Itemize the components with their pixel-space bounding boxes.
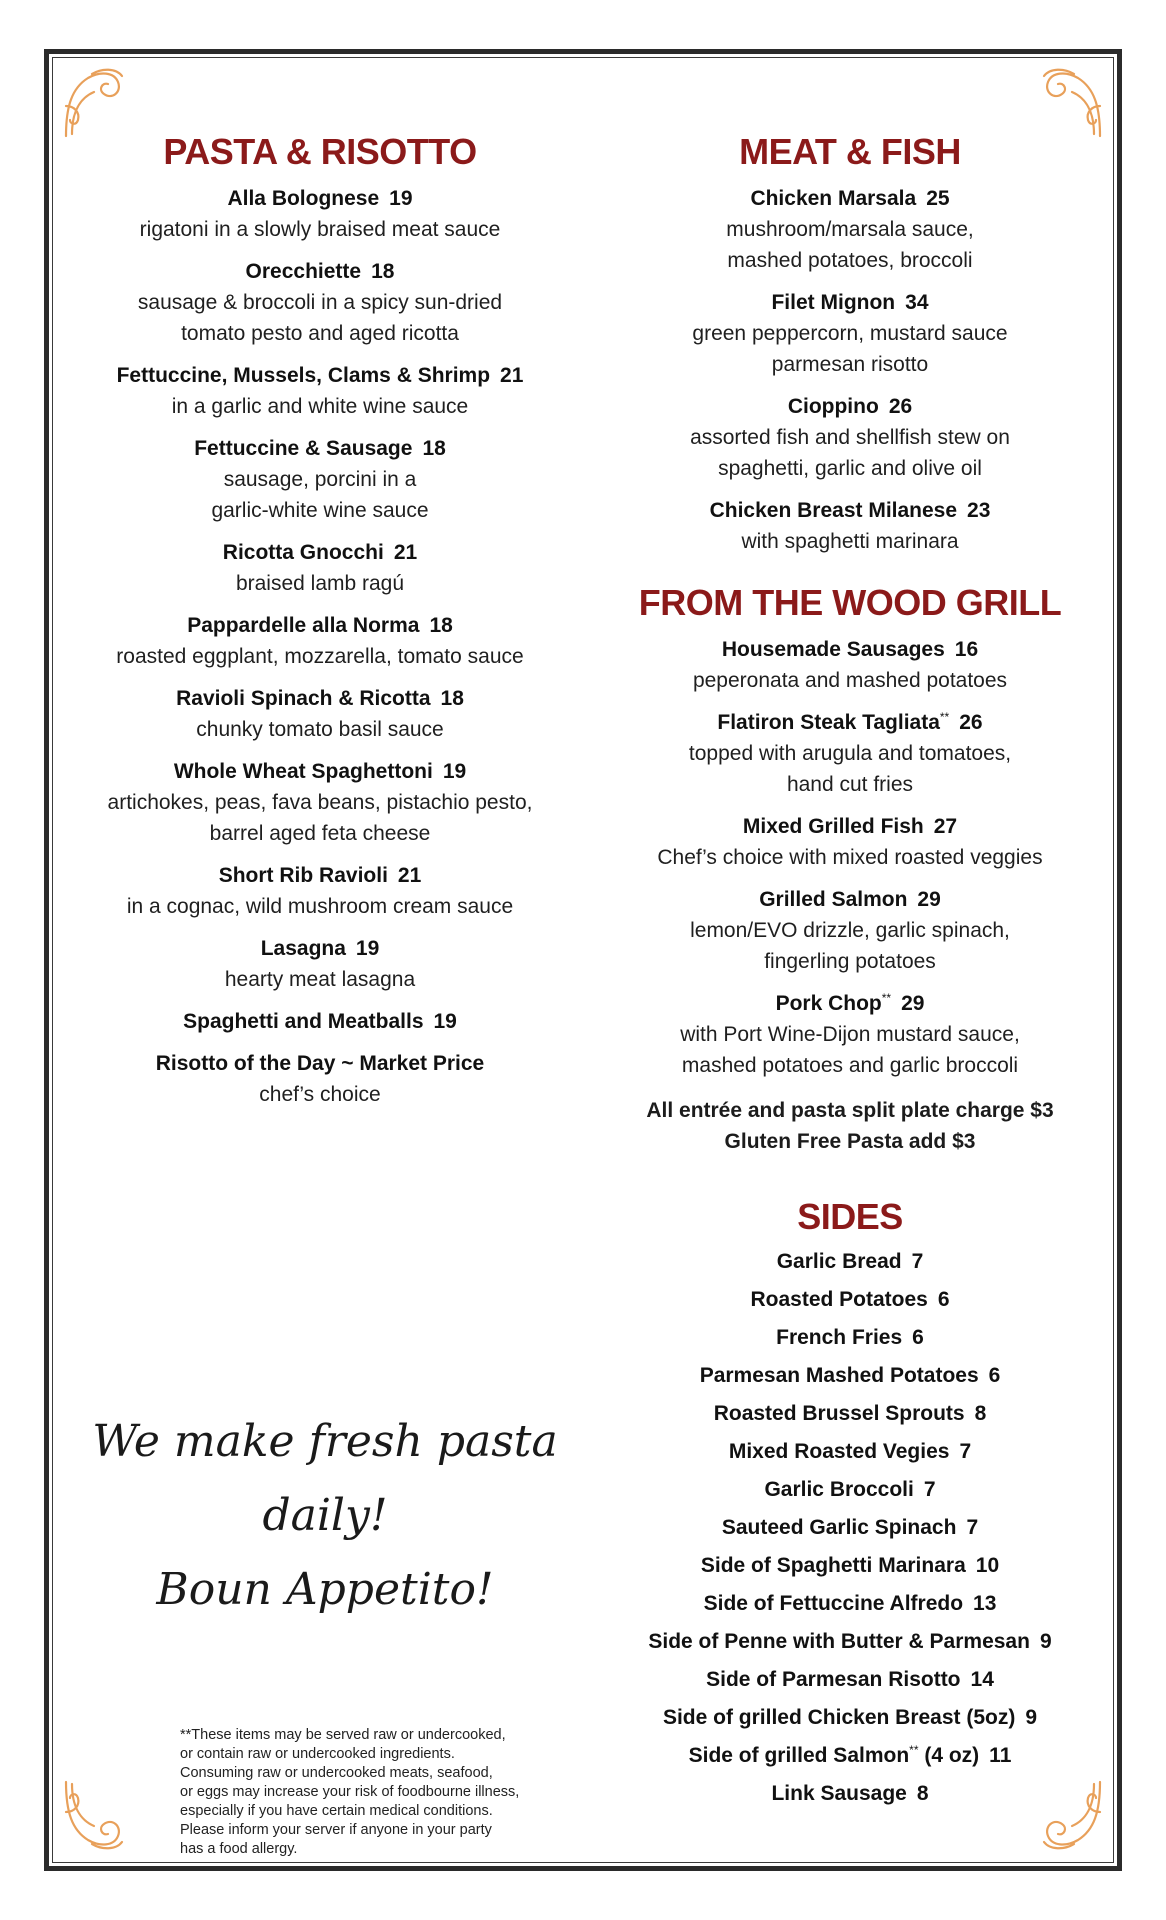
side-item-name: French Fries [776,1326,903,1349]
menu-item-price: 18 [440,687,464,710]
menu-item-title: Short Rib Ravioli [218,864,388,887]
menu-item [80,611,560,672]
side-item-price: 9 [1025,1706,1038,1729]
menu-item-name [630,392,1070,422]
menu-item [630,885,1070,977]
side-item [630,1357,1070,1395]
side-item-name: Parmesan Mashed Potatoes [699,1364,979,1387]
menu-item-name [80,684,560,714]
side-item-price: 8 [974,1402,987,1425]
charges-notes [630,1095,1070,1157]
side-item-name: Side of grilled Salmon [688,1744,910,1767]
left-column [80,130,560,1122]
menu-item-name [80,611,560,641]
menu-item-price: 19 [355,937,380,960]
menu-item-title: Grilled Salmon [759,888,908,911]
disclaimer [180,1726,560,1859]
menu-item-price: 16 [954,638,979,661]
tagline [90,1405,560,1627]
side-item [630,1661,1070,1699]
menu-item-price: 26 [888,395,913,418]
menu-item-description: with Port Wine-Dijon mustard sauce, [680,1023,1020,1046]
menu-item-title: Orecchiette [245,260,362,283]
side-item [630,1585,1070,1623]
menu-item-price: 27 [933,815,958,838]
menu-item [80,684,560,745]
menu-item-name [630,812,1070,842]
menu-item-name [80,861,560,891]
menu-item-note: ** [881,991,892,1005]
menu-item-name [80,361,560,391]
side-item-price: 7 [923,1478,936,1501]
disclaimer-line: or contain raw or undercooked ingredients. [180,1746,455,1762]
menu-item [80,538,560,599]
flourish-ornament-icon [1040,66,1104,138]
menu-item-price: 21 [500,364,524,387]
menu-item-name [630,184,1070,214]
side-item-price: 6 [912,1326,924,1349]
side-item-name: Garlic Broccoli [764,1478,914,1501]
disclaimer-line: or eggs may increase your risk of foodbourne illness, [180,1784,520,1800]
menu-item-name [630,496,1070,526]
menu-item [80,757,560,849]
side-item-price: 14 [970,1668,994,1691]
disclaimer-line: especially if you have certain medical conditions. [180,1803,493,1819]
menu-item-title: Mixed Grilled Fish [742,815,924,838]
side-item [630,1471,1070,1509]
menu-item-title: Flatiron Steak Tagliata [717,711,940,734]
menu-item [80,861,560,922]
menu-item [630,708,1070,800]
menu-item-price: 18 [371,260,395,283]
menu-item-name [80,1007,560,1037]
menu-item-name [630,989,1070,1019]
menu-item-title: Cioppino [787,395,879,418]
menu-item-price: 18 [429,614,453,637]
menu-item-description: Chef’s choice with mixed roasted veggies [657,846,1043,869]
flourish-ornament-icon [62,66,126,138]
section-title-pasta: PASTA & RISOTTO [163,131,477,172]
menu-item-price: 25 [926,187,950,210]
menu-item-description: in a cognac, wild mushroom cream sauce [126,895,514,918]
right-column [630,130,1070,1813]
menu-item-description: hearty meat lasagna [224,968,416,991]
menu-item [80,1049,560,1110]
menu-item [630,184,1070,276]
menu-item-price: 29 [917,888,941,911]
side-item-name: Garlic Bread [776,1250,902,1273]
menu-item-title: Chicken Breast Milanese [709,499,958,522]
side-item-price: 13 [973,1592,997,1615]
menu-item-description: rigatoni in a slowly braised meat sauce [139,218,501,241]
side-item-price: 6 [988,1364,1001,1387]
side-item [630,1547,1070,1585]
side-item-name: Side of grilled Chicken Breast (5oz) [662,1706,1016,1729]
wood-grill-items [630,635,1070,1081]
menu-item-price: 19 [389,187,413,210]
side-item [630,1281,1070,1319]
menu-item-description: mushroom/marsala sauce, [726,218,974,241]
menu-item-title: Pork Chop [775,992,882,1015]
menu-item-title: Housemade Sausages [721,638,945,661]
menu-item-name [80,757,560,787]
meat-fish-items [630,184,1070,557]
side-item [630,1243,1070,1281]
menu-item-title: Ravioli Spinach & Ricotta [176,687,431,710]
gluten-free-note: Gluten Free Pasta add $3 [724,1130,976,1153]
side-item-name: Side of Fettuccine Alfredo [703,1592,964,1615]
menu-item-description: roasted eggplant, mozzarella, tomato sauce [116,645,524,668]
menu-item-price: 21 [397,864,422,887]
side-item-price: 7 [966,1516,979,1539]
menu-item-name [80,1049,560,1079]
sides-items [630,1243,1070,1813]
side-item-name: Roasted Brussel Sprouts [713,1402,965,1425]
menu-item-description: with spaghetti marinara [741,530,959,553]
menu-item-description: chef’s choice [259,1083,381,1106]
menu-item-name [80,434,560,464]
side-item [630,1509,1070,1547]
menu-item-description: garlic-white wine sauce [211,499,429,522]
side-item-price: 6 [937,1288,950,1311]
menu-item-title: Chicken Marsala [750,187,917,210]
side-item-price: 7 [911,1250,924,1273]
menu-item-description: braised lamb ragú [235,572,405,595]
menu-item-description: sausage & broccoli in a spicy sun-dried [137,291,503,314]
side-item-name: Sauteed Garlic Spinach [721,1516,957,1539]
flourish-ornament-icon [62,1780,126,1852]
menu-item [80,434,560,526]
menu-item-description: lemon/EVO drizzle, garlic spinach, [690,919,1010,942]
menu-item-description: tomato pesto and aged ricotta [181,322,459,345]
menu-item-price: 19 [442,760,467,783]
menu-item-description: mashed potatoes and garlic broccoli [681,1054,1019,1077]
side-item-name: Side of Penne with Butter & Parmesan [648,1630,1030,1653]
side-item-price: 8 [916,1782,929,1805]
menu-item-name [80,184,560,214]
menu-item [80,361,560,422]
menu-item [630,496,1070,557]
side-item-name: Side of Spaghetti Marinara [700,1554,966,1577]
side-item-portion: (4 oz) [918,1744,980,1767]
side-item-name: Roasted Potatoes [750,1288,928,1311]
menu-item-price: 19 [433,1010,457,1033]
menu-item-description: barrel aged feta cheese [209,822,431,845]
side-item-price: 9 [1039,1630,1052,1653]
disclaimer-line: **These items may be served raw or undercooked, [180,1727,506,1743]
menu-item-title: Fettuccine, Mussels, Clams & Shrimp [116,364,491,387]
menu-item-description: spaghetti, garlic and olive oil [718,457,982,480]
menu-item-description: parmesan risotto [771,353,929,376]
menu-item [80,934,560,995]
side-item-name: Link Sausage [771,1782,907,1805]
tagline-line-2: Boun Appetito! [156,1564,494,1615]
section-title-sides: SIDES [797,1196,903,1237]
menu-item-name [80,257,560,287]
menu-item-title: Fettuccine & Sausage [194,437,413,460]
menu-item [630,989,1070,1081]
menu-item [80,257,560,349]
side-item-name: Mixed Roasted Vegies [728,1440,950,1463]
menu-item-price: 34 [905,291,929,314]
side-item [630,1737,1070,1775]
section-title-wood-grill: FROM THE WOOD GRILL [638,582,1062,623]
menu-item [80,1007,560,1037]
menu-item-price: 23 [967,499,991,522]
menu-item-title: Risotto of the Day ~ Market Price [155,1052,485,1075]
menu-item [630,635,1070,696]
menu-item-name [80,934,560,964]
disclaimer-line: Please inform your server if anyone in your party [180,1822,492,1838]
menu-item-name [80,538,560,568]
pasta-items [80,184,560,1110]
side-item-name: Side of Parmesan Risotto [706,1668,961,1691]
menu-item-description: chunky tomato basil sauce [196,718,444,741]
side-item [630,1319,1070,1357]
menu-item-description: fingerling potatoes [764,950,936,973]
menu-item-description: green peppercorn, mustard sauce [692,322,1008,345]
menu-item-title: Alla Bolognese [227,187,380,210]
menu-item-description: in a garlic and white wine sauce [171,395,469,418]
menu-item-price: 18 [422,437,446,460]
menu-item-note: ** [939,710,950,724]
tagline-line-1: We make fresh pasta daily! [92,1416,558,1541]
menu-item-description: artichokes, peas, fava beans, pistachio pesto, [107,791,533,814]
menu-item-price: 21 [393,541,418,564]
menu-item-price: 26 [959,711,983,734]
side-item-note: ** [909,1743,919,1757]
menu-item-name [630,635,1070,665]
side-item [630,1775,1070,1813]
menu-item-description: mashed potatoes, broccoli [727,249,973,272]
side-item [630,1395,1070,1433]
menu-item [630,392,1070,484]
menu-item [630,812,1070,873]
menu-item-price: 29 [901,992,925,1015]
menu-item [80,184,560,245]
menu-item-description: hand cut fries [786,773,914,796]
disclaimer-line: Consuming raw or undercooked meats, seafood, [180,1765,493,1781]
disclaimer-line: has a food allergy. [180,1841,298,1857]
menu-item-description: assorted fish and shellfish stew on [690,426,1010,449]
menu-item-name [630,708,1070,738]
side-item-price: 7 [959,1440,972,1463]
menu-item-title: Ricotta Gnocchi [222,541,384,564]
menu-item-name [630,288,1070,318]
menu-item-description: topped with arugula and tomatoes, [688,742,1012,765]
menu-item-title: Lasagna [260,937,346,960]
section-title-meat-fish: MEAT & FISH [739,131,961,172]
menu-item-title: Whole Wheat Spaghettoni [173,760,433,783]
menu-item-description: peperonata and mashed potatoes [692,669,1008,692]
menu-item [630,288,1070,380]
side-item-price: 10 [975,1554,1000,1577]
menu-item-title: Pappardelle alla Norma [187,614,420,637]
side-item [630,1433,1070,1471]
side-item-price: 11 [989,1744,1012,1767]
side-item [630,1623,1070,1661]
menu-item-title: Filet Mignon [771,291,896,314]
split-plate-charge: All entrée and pasta split plate charge $3 [646,1099,1054,1122]
menu-item-description: sausage, porcini in a [223,468,417,491]
menu-item-name [630,885,1070,915]
side-item [630,1699,1070,1737]
menu-item-title: Spaghetti and Meatballs [183,1010,424,1033]
